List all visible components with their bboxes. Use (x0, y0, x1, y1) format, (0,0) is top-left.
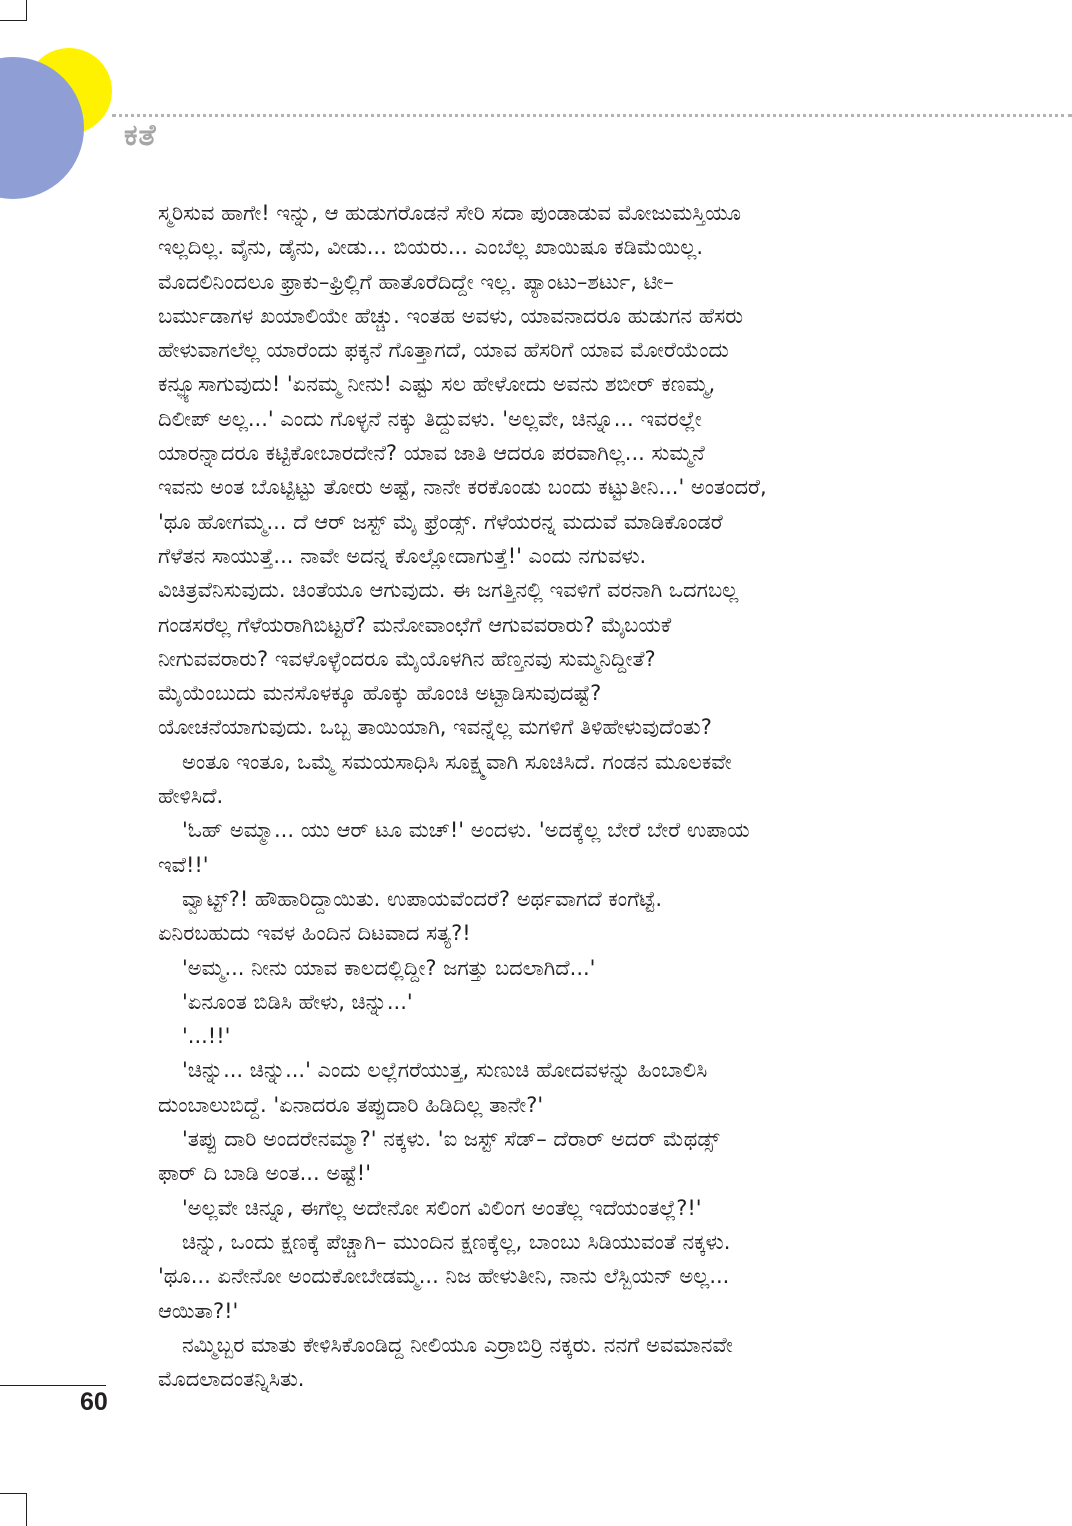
text-line: ನೀಗುವವರಾರು? ಇವಳೊಳ್ಳೆಂದರೂ ಮೈಯೊಳಗಿನ ಹೆಣ್ತನವು ಸುಮ್ಮನಿದ್ದೀತೆ? (158, 646, 656, 671)
header-dotted-rule (112, 114, 1072, 117)
text-line: ಆಯಿತಾ?!' (158, 1298, 239, 1323)
text-line: ಫಾರ್ ದಿ ಬಾಡಿ ಅಂತ... ಅಷ್ಟೆ!' (158, 1161, 371, 1186)
page-number: 60 (80, 1388, 108, 1416)
text-line: ವಿಚಿತ್ರವೆನಿಸುವುದು. ಚಿಂತೆಯೂ ಆಗುವುದು. ಈ ಜಗತ್ತಿನಲ್ಲಿ ಇವಳಿಗೆ ವರನಾಗಿ ಒದಗಬಲ್ಲ (158, 578, 739, 603)
text-line: ಹೇಳಿಸಿದೆ. (158, 784, 224, 809)
text-line: 'ಅಲ್ಲವೇ ಚಿನ್ನೂ, ಈಗೆಲ್ಲ ಅದೇನೋ ಸಲಿಂಗ ವಿಲಿಂಗ ಅಂತೆಲ್ಲ ಇದೆಯಂತಲ್ಲೆ?!' (182, 1195, 702, 1220)
text-line: 'ಓಹ್ ಅಮ್ಮಾ... ಯು ಆರ್ ಟೂ ಮಚ್!' ಅಂದಳು. 'ಅದಕ್ಕೆಲ್ಲ ಬೇರೆ ಬೇರೆ ಉಪಾಯ (182, 818, 750, 843)
text-line: 'ತಪ್ಪು ದಾರಿ ಅಂದರೇನಮ್ಮಾ?' ನಕ್ಕಳು. 'ಐ ಜಸ್ಟ್ ಸೆಡ್– ದೆರಾರ್ ಅದರ್ ಮೆಥಡ್ಸ್ (182, 1127, 720, 1152)
text-line: '...!!' (182, 1024, 231, 1049)
story-body (158, 196, 910, 1396)
text-line: ಗೆಳೆತನ ಸಾಯುತ್ತೆ... ನಾವೇ ಅದನ್ನ ಕೊಲ್ಲೋದಾಗುತ್ತೆ!' ಎಂದು ನಗುವಳು. (158, 543, 647, 568)
text-line: ನಮ್ಮಿಬ್ಬರ ಮಾತು ಕೇಳಿಸಿಕೊಂಡಿದ್ದ ನೀಲಿಯೂ ಎರ್ರಾಬಿರ್ರಿ ನಕ್ಕರು. ನನಗೆ ಅವಮಾನವೇ (182, 1332, 733, 1357)
section-label: ಕತೆ (124, 118, 157, 153)
text-line: 'ಚಿನ್ನು... ಚಿನ್ನು...' ಎಂದು ಲಲ್ಲೆಗರೆಯುತ್ತ, ಸುಣುಚಿ ಹೋದವಳನ್ನು ಹಿಂಬಾಲಿಸಿ (182, 1058, 708, 1083)
text-line: ಗಂಡಸರೆಲ್ಲ ಗೆಳೆಯರಾಗಿಬಿಟ್ಟರೆ? ಮನೋವಾಂಛೆಗೆ ಆಗುವವರಾರು? ಮೈಬಯಕೆ (158, 612, 672, 637)
text-line: ಸ್ಮರಿಸುವ ಹಾಗೇ! ಇನ್ನು, ಆ ಹುಡುಗರೊಡನೆ ಸೇರಿ ಸದಾ ಪುಂಡಾಡುವ ಮೋಜುಮಸ್ತಿಯೂ (158, 201, 742, 225)
text-line: ಮೊದಲಿನಿಂದಲೂ ಫ್ರಾಕು–ಫ್ರಿಲ್ಲಿಗೆ ಹಾತೊರೆದಿದ್ದೇ ಇಲ್ಲ. ಪ್ಯಾಂಟು–ಶರ್ಟು, ಟೀ– (158, 269, 674, 294)
text-line: ಇಲ್ಲದಿಲ್ಲ. ವೈನು, ಡೈನು, ವೀಡು... ಬಿಯರು... ಎಂಬೆಲ್ಲ ಖಾಯಿಷೂ ಕಡಿಮೆಯಿಲ್ಲ. (158, 235, 704, 260)
text-line: ಚಿನ್ನು, ಒಂದು ಕ್ಷಣಕ್ಕೆ ಪೆಚ್ಚಾಗಿ– ಮುಂದಿನ ಕ್ಷಣಕ್ಕೆಲ್ಲ, ಬಾಂಬು ಸಿಡಿಯುವಂತೆ ನಕ್ಕಳು. (182, 1229, 731, 1254)
text-line: 'ಏನೂಂತ ಬಿಡಿಸಿ ಹೇಳು, ಚಿನ್ನು...' (182, 989, 413, 1014)
footer-rule (0, 1385, 106, 1386)
text-line: ಮೈಯೆಂಬುದು ಮನಸೊಳಕ್ಕೂ ಹೊಕ್ಕು ಹೊಂಚಿ ಅಟ್ಟಾಡಿಸುವುದಷ್ಟೆ? (158, 681, 602, 706)
text-line: ಇವೆ!!' (158, 852, 209, 877)
crop-mark-top (0, 0, 27, 21)
text-line: ಕನ್ಫ್ಯೂಸಾಗುವುದು! 'ಏನಮ್ಮ ನೀನು! ಎಷ್ಟು ಸಲ ಹೇಳೋದು ಅವನು ಶಬೀರ್ ಕಣಮ್ಮ, (158, 372, 716, 397)
text-line: 'ಥೂ... ಏನೇನೋ ಅಂದುಕೋಬೇಡಮ್ಮ... ನಿಜ ಹೇಳುತೀನಿ, ನಾನು ಲೆಸ್ಬಿಯನ್ ಅಲ್ಲ... (158, 1264, 730, 1289)
text-line: ಯಾರನ್ನಾದರೂ ಕಟ್ಟಿಕೋಬಾರದೇನೆ? ಯಾವ ಜಾತಿ ಆದರೂ ಪರವಾಗಿಲ್ಲ... ಸುಮ್ಮನೆ (158, 441, 705, 466)
text-line: ಅಂತೂ ಇಂತೂ, ಒಮ್ಮೆ ಸಮಯಸಾಧಿಸಿ ಸೂಕ್ಷ್ಮವಾಗಿ ಸೂಚಿಸಿದೆ. ಗಂಡನ ಮೂಲಕವೇ (182, 749, 732, 774)
text-line: ಮೊದಲಾದಂತನ್ನಿಸಿತು. (158, 1367, 305, 1392)
crop-mark-bottom (0, 1493, 27, 1526)
text-line: 'ಥೂ ಹೋಗಮ್ಮ... ದೆ ಆರ್ ಜಸ್ಟ್ ಮೈ ಫ್ರೆಂಡ್ಸ್. ಗೆಳೆಯರನ್ನ ಮದುವೆ ಮಾಡಿಕೊಂಡರೆ (158, 509, 723, 534)
text-line: ಏನಿರಬಹುದು ಇವಳ ಹಿಂದಿನ ದಿಟವಾದ ಸತ್ಯ?! (158, 921, 471, 946)
text-line: ದುಂಬಾಲುಬಿದ್ದೆ. 'ಏನಾದರೂ ತಪ್ಪುದಾರಿ ಹಿಡಿದಿಲ್ಲ ತಾನೇ?' (158, 1092, 544, 1117)
text-line: ವ್ವಾಟ್ಟ್?! ಹೌಹಾರಿದ್ದಾಯಿತು. ಉಪಾಯವೆಂದರೆ? ಅರ್ಥವಾಗದೆ ಕಂಗೆಟ್ಟೆ. (182, 886, 663, 911)
text-line: ಬರ್ಮುಡಾಗಳ ಖಯಾಲಿಯೇ ಹೆಚ್ಚು. ಇಂತಹ ಅವಳು, ಯಾವನಾದರೂ ಹುಡುಗನ ಹೆಸರು (158, 303, 744, 328)
text-line: ಹೇಳುವಾಗಲೆಲ್ಲ ಯಾರೆಂದು ಫಕ್ಕನೆ ಗೊತ್ತಾಗದೆ, ಯಾವ ಹೆಸರಿಗೆ ಯಾವ ಮೋರೆಯೆಂದು (158, 338, 729, 363)
text-line: ಯೋಚನೆಯಾಗುವುದು. ಒಬ್ಬ ತಾಯಿಯಾಗಿ, ಇವನ್ನೆಲ್ಲ ಮಗಳಿಗೆ ತಿಳಿಹೇಳುವುದೆಂತು? (158, 715, 712, 740)
text-line: ಇವನು ಅಂತ ಬೊಟ್ಟಿಟ್ಟು ತೋರು ಅಷ್ಟೆ, ನಾನೇ ಕರಕೊಂಡು ಬಂದು ಕಟ್ಟುತೀನಿ...' ಅಂತಂದರೆ, (158, 475, 767, 500)
text-line: 'ಅಮ್ಮ... ನೀನು ಯಾವ ಕಾಲದಲ್ಲಿದ್ದೀ? ಜಗತ್ತು ಬದಲಾಗಿದೆ...' (182, 955, 596, 980)
text-line: ದಿಲೀಪ್ ಅಲ್ಲ...' ಎಂದು ಗೊಳ್ಳನೆ ನಕ್ಕು ತಿದ್ದುವಳು. 'ಅಲ್ಲವೇ, ಚಿನ್ನೂ... ಇವರಲ್ಲೇ (158, 406, 702, 431)
